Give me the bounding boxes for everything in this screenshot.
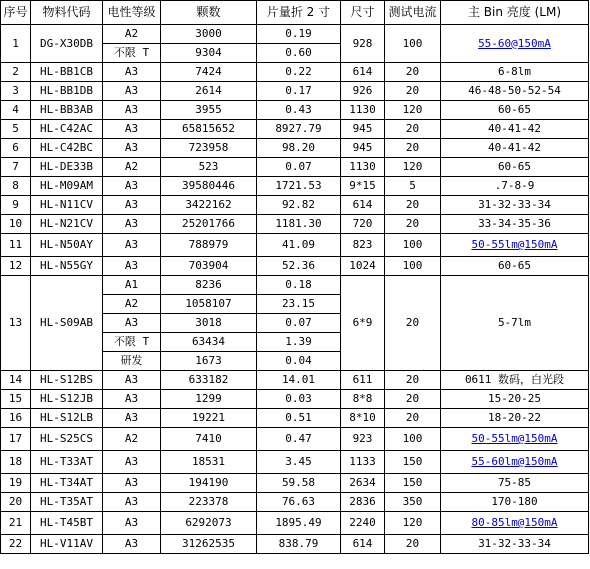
cell-no: 11 (1, 234, 31, 257)
cell-grade: 不限 T (103, 44, 161, 63)
cell-grade: A3 (103, 493, 161, 512)
table-row (1, 390, 589, 409)
cell-size: 1130 (341, 101, 385, 120)
cell-no: 3 (1, 82, 31, 101)
cell-size: 614 (341, 63, 385, 82)
cell-current: 5 (385, 177, 441, 196)
cell-bin: .7-8-9 (441, 177, 589, 196)
cell-no: 8 (1, 177, 31, 196)
cell-count: 2614 (161, 82, 257, 101)
cell-wafer: 0.47 (257, 428, 341, 451)
table-row (1, 158, 589, 177)
cell-code: HL-V11AV (31, 535, 103, 554)
cell-count: 723958 (161, 139, 257, 158)
cell-wafer: 92.82 (257, 196, 341, 215)
cell-bin: 40-41-42 (441, 139, 589, 158)
cell-no: 14 (1, 371, 31, 390)
cell-grade: A3 (103, 409, 161, 428)
table-row (1, 196, 589, 215)
table-row (1, 101, 589, 120)
cell-size: 9*15 (341, 177, 385, 196)
cell-code: HL-BB1CB (31, 63, 103, 82)
header-size: 尺寸 (341, 1, 385, 25)
cell-bin: 75-85 (441, 474, 589, 493)
cell-grade: A3 (103, 215, 161, 234)
cell-wafer: 838.79 (257, 535, 341, 554)
cell-bin (441, 234, 589, 257)
header-row (1, 1, 589, 25)
table-row (1, 428, 589, 451)
cell-no: 5 (1, 120, 31, 139)
cell-grade: A2 (103, 295, 161, 314)
cell-wafer: 3.45 (257, 451, 341, 474)
cell-count: 194190 (161, 474, 257, 493)
table-row (1, 512, 589, 535)
cell-grade: A3 (103, 390, 161, 409)
cell-no: 9 (1, 196, 31, 215)
cell-size: 1133 (341, 451, 385, 474)
cell-code: HL-T35AT (31, 493, 103, 512)
cell-code: HL-N55GY (31, 257, 103, 276)
cell-bin: 31-32-33-34 (441, 196, 589, 215)
cell-grade: A3 (103, 234, 161, 257)
cell-no: 6 (1, 139, 31, 158)
cell-grade: A3 (103, 63, 161, 82)
cell-count: 9304 (161, 44, 257, 63)
cell-no: 22 (1, 535, 31, 554)
table-row (1, 82, 589, 101)
cell-grade: 不限 T (103, 333, 161, 352)
cell-bin: 0611 数码，白光段 (441, 371, 589, 390)
cell-no: 21 (1, 512, 31, 535)
cell-wafer: 52.36 (257, 257, 341, 276)
cell-code: HL-C42BC (31, 139, 103, 158)
cell-bin: 170-180 (441, 493, 589, 512)
cell-size: 2836 (341, 493, 385, 512)
cell-current: 20 (385, 371, 441, 390)
cell-grade: A3 (103, 139, 161, 158)
cell-count: 31262535 (161, 535, 257, 554)
cell-wafer: 59.58 (257, 474, 341, 493)
cell-count: 8236 (161, 276, 257, 295)
cell-bin (441, 512, 589, 535)
cell-current: 120 (385, 512, 441, 535)
cell-bin: 6-8lm (441, 63, 589, 82)
cell-wafer: 8927.79 (257, 120, 341, 139)
cell-count: 3000 (161, 25, 257, 44)
bin-link[interactable]: 55-60lm@150mA (471, 455, 558, 468)
cell-size: 611 (341, 371, 385, 390)
cell-current: 20 (385, 196, 441, 215)
cell-code: HL-T45BT (31, 512, 103, 535)
cell-wafer: 0.60 (257, 44, 341, 63)
cell-current: 120 (385, 101, 441, 120)
cell-current: 20 (385, 390, 441, 409)
cell-code: HL-DE33B (31, 158, 103, 177)
cell-size: 614 (341, 535, 385, 554)
cell-count: 7424 (161, 63, 257, 82)
cell-wafer: 14.01 (257, 371, 341, 390)
cell-grade: A3 (103, 451, 161, 474)
cell-no: 16 (1, 409, 31, 428)
cell-no: 2 (1, 63, 31, 82)
cell-wafer: 0.18 (257, 276, 341, 295)
cell-bin (441, 428, 589, 451)
cell-count: 6292073 (161, 512, 257, 535)
cell-code: HL-S25CS (31, 428, 103, 451)
table-row (1, 276, 589, 295)
cell-size: 8*8 (341, 390, 385, 409)
table-row (1, 215, 589, 234)
cell-wafer: 98.20 (257, 139, 341, 158)
cell-current: 20 (385, 82, 441, 101)
cell-code: HL-N50AY (31, 234, 103, 257)
cell-grade: A3 (103, 512, 161, 535)
cell-no: 4 (1, 101, 31, 120)
cell-wafer: 0.07 (257, 314, 341, 333)
cell-code: HL-S12BS (31, 371, 103, 390)
table-row (1, 371, 589, 390)
table-row (1, 409, 589, 428)
cell-size: 1130 (341, 158, 385, 177)
cell-bin: 5-7lm (441, 276, 589, 371)
cell-bin: 60-65 (441, 158, 589, 177)
cell-wafer: 1.39 (257, 333, 341, 352)
cell-current: 120 (385, 158, 441, 177)
cell-code: HL-BB3AB (31, 101, 103, 120)
cell-current: 20 (385, 535, 441, 554)
header-no: 序号 (1, 1, 31, 25)
cell-code: DG-X30DB (31, 25, 103, 63)
table-row (1, 535, 589, 554)
cell-count: 25201766 (161, 215, 257, 234)
cell-code: HL-S12LB (31, 409, 103, 428)
cell-current: 150 (385, 474, 441, 493)
table-row (1, 139, 589, 158)
cell-wafer: 0.04 (257, 352, 341, 371)
cell-count: 19221 (161, 409, 257, 428)
cell-wafer: 0.43 (257, 101, 341, 120)
cell-grade: A2 (103, 158, 161, 177)
cell-size: 720 (341, 215, 385, 234)
cell-count: 3422162 (161, 196, 257, 215)
cell-size: 8*10 (341, 409, 385, 428)
table-row (1, 177, 589, 196)
cell-bin: 18-20-22 (441, 409, 589, 428)
cell-code: HL-T34AT (31, 474, 103, 493)
header-code: 物料代码 (31, 1, 103, 25)
cell-size: 945 (341, 139, 385, 158)
cell-code: HL-C42AC (31, 120, 103, 139)
cell-current: 20 (385, 139, 441, 158)
cell-code: HL-S12JB (31, 390, 103, 409)
cell-count: 1299 (161, 390, 257, 409)
cell-size: 614 (341, 196, 385, 215)
cell-grade: A3 (103, 535, 161, 554)
cell-count: 39580446 (161, 177, 257, 196)
cell-wafer: 1181.30 (257, 215, 341, 234)
cell-wafer: 41.09 (257, 234, 341, 257)
cell-wafer: 0.51 (257, 409, 341, 428)
cell-bin: 60-65 (441, 257, 589, 276)
cell-code: HL-S09AB (31, 276, 103, 371)
cell-wafer: 1721.53 (257, 177, 341, 196)
cell-current: 100 (385, 25, 441, 63)
cell-code: HL-N21CV (31, 215, 103, 234)
cell-count: 7410 (161, 428, 257, 451)
cell-size: 6*9 (341, 276, 385, 371)
cell-no: 15 (1, 390, 31, 409)
cell-no: 18 (1, 451, 31, 474)
cell-wafer: 1895.49 (257, 512, 341, 535)
cell-grade: A3 (103, 120, 161, 139)
bin-link[interactable]: 50-55lm@150mA (471, 238, 558, 251)
cell-size: 945 (341, 120, 385, 139)
table-row (1, 493, 589, 512)
cell-grade: 研发 (103, 352, 161, 371)
cell-grade: A3 (103, 82, 161, 101)
cell-current: 20 (385, 215, 441, 234)
cell-bin: 33-34-35-36 (441, 215, 589, 234)
table-row (1, 474, 589, 493)
cell-bin (441, 451, 589, 474)
table-row (1, 63, 589, 82)
cell-wafer: 0.17 (257, 82, 341, 101)
cell-count: 788979 (161, 234, 257, 257)
cell-wafer: 0.19 (257, 25, 341, 44)
cell-grade: A1 (103, 276, 161, 295)
cell-current: 20 (385, 409, 441, 428)
cell-count: 65815652 (161, 120, 257, 139)
table-row (1, 25, 589, 44)
cell-size: 2634 (341, 474, 385, 493)
cell-wafer: 0.03 (257, 390, 341, 409)
cell-grade: A3 (103, 177, 161, 196)
header-wafer: 片量折 2 寸 (257, 1, 341, 25)
cell-no: 19 (1, 474, 31, 493)
cell-count: 18531 (161, 451, 257, 474)
header-count: 颗数 (161, 1, 257, 25)
cell-grade: A2 (103, 428, 161, 451)
cell-count: 3018 (161, 314, 257, 333)
header-bin: 主 Bin 亮度 (LM) (441, 1, 589, 25)
cell-count: 63434 (161, 333, 257, 352)
cell-grade: A3 (103, 474, 161, 493)
cell-wafer: 23.15 (257, 295, 341, 314)
cell-count: 523 (161, 158, 257, 177)
cell-size: 2240 (341, 512, 385, 535)
cell-count: 703904 (161, 257, 257, 276)
table-row (1, 451, 589, 474)
cell-size: 823 (341, 234, 385, 257)
cell-current: 150 (385, 451, 441, 474)
bin-link[interactable]: 50-55lm@150mA (471, 432, 558, 445)
cell-grade: A2 (103, 25, 161, 44)
bin-link[interactable]: 80-85lm@150mA (471, 516, 558, 529)
cell-no: 17 (1, 428, 31, 451)
cell-bin: 46-48-50-52-54 (441, 82, 589, 101)
cell-no: 1 (1, 25, 31, 63)
cell-current: 100 (385, 428, 441, 451)
cell-current: 20 (385, 276, 441, 371)
cell-bin: 31-32-33-34 (441, 535, 589, 554)
cell-no: 13 (1, 276, 31, 371)
cell-code: HL-N11CV (31, 196, 103, 215)
cell-count: 223378 (161, 493, 257, 512)
cell-current: 350 (385, 493, 441, 512)
cell-grade: A3 (103, 314, 161, 333)
bin-link[interactable]: 55-60@150mA (478, 36, 551, 50)
cell-current: 100 (385, 234, 441, 257)
cell-wafer: 0.07 (257, 158, 341, 177)
cell-no: 10 (1, 215, 31, 234)
cell-count: 633182 (161, 371, 257, 390)
table-row (1, 120, 589, 139)
cell-current: 100 (385, 257, 441, 276)
cell-code: HL-M09AM (31, 177, 103, 196)
cell-current: 20 (385, 120, 441, 139)
cell-wafer: 0.22 (257, 63, 341, 82)
cell-bin: 40-41-42 (441, 120, 589, 139)
cell-size: 923 (341, 428, 385, 451)
cell-count: 1058107 (161, 295, 257, 314)
cell-grade: A3 (103, 196, 161, 215)
cell-grade: A3 (103, 371, 161, 390)
table-row (1, 257, 589, 276)
cell-count: 1673 (161, 352, 257, 371)
header-grade: 电性等级 (103, 1, 161, 25)
cell-no: 7 (1, 158, 31, 177)
cell-size: 926 (341, 82, 385, 101)
cell-code: HL-BB1DB (31, 82, 103, 101)
cell-bin (441, 25, 589, 63)
cell-bin: 60-65 (441, 101, 589, 120)
cell-grade: A3 (103, 257, 161, 276)
cell-size: 1024 (341, 257, 385, 276)
cell-count: 3955 (161, 101, 257, 120)
cell-wafer: 76.63 (257, 493, 341, 512)
cell-no: 12 (1, 257, 31, 276)
cell-code: HL-T33AT (31, 451, 103, 474)
header-current: 测试电流 (385, 1, 441, 25)
table-body (1, 25, 589, 554)
table-row (1, 234, 589, 257)
cell-current: 20 (385, 63, 441, 82)
cell-bin: 15-20-25 (441, 390, 589, 409)
cell-size: 928 (341, 25, 385, 63)
cell-no: 20 (1, 493, 31, 512)
cell-grade: A3 (103, 101, 161, 120)
